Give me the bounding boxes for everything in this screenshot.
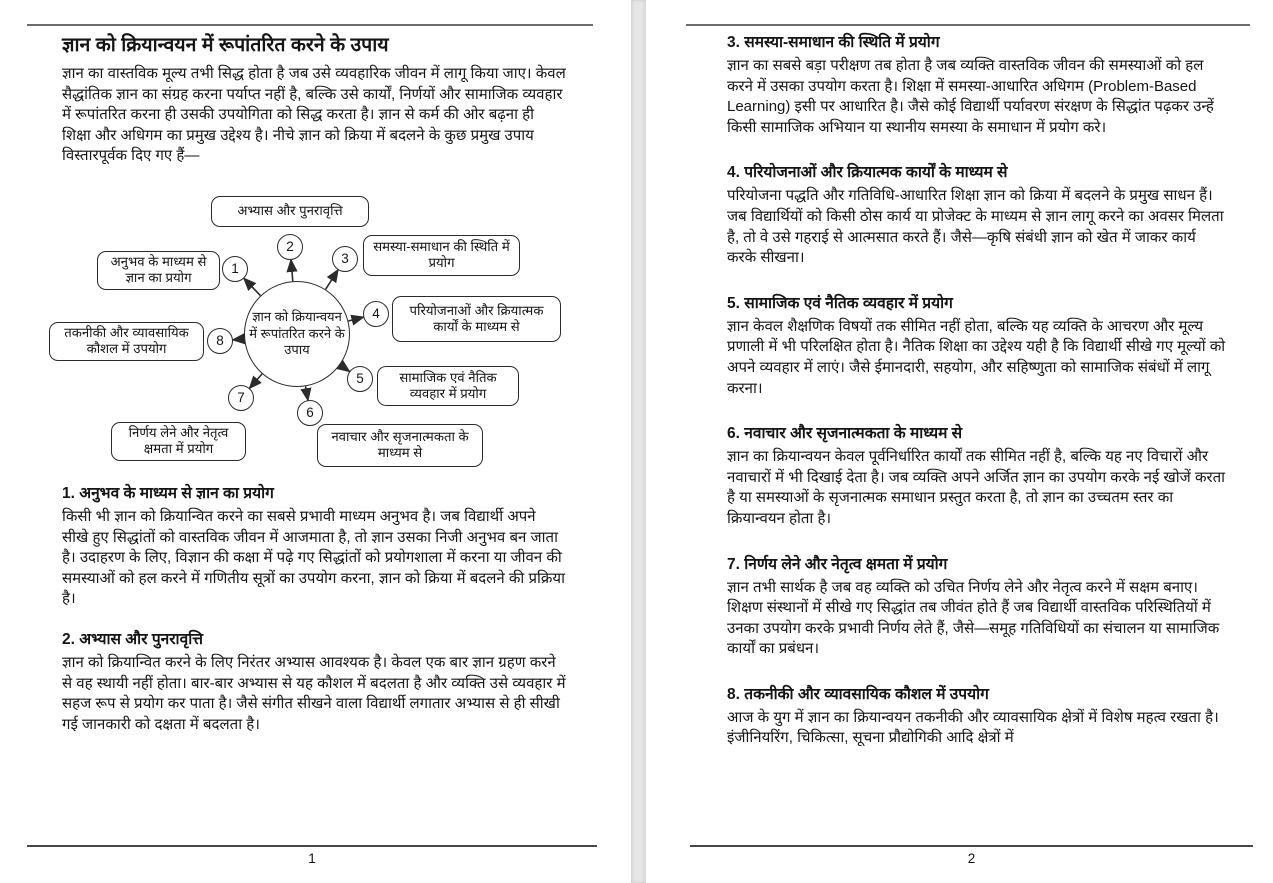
diagram-box-3: समस्या-समाधान की स्थिति में प्रयोग	[363, 235, 520, 276]
diagram-box-2: अभ्यास और पुनरावृत्ति	[211, 196, 369, 227]
section-heading: 2. अभ्यास और पुनरावृत्ति	[62, 630, 203, 648]
diagram-number-circle-4: 4	[363, 301, 389, 327]
page-2-content	[727, 32, 1227, 749]
diagram-center-circle: ज्ञान को क्रियान्वयन में रूपांतरित करने के उपाय	[244, 281, 350, 387]
diagram-box-4: परियोजनाओं और क्रियात्मक कार्यों के माध्यम से	[392, 296, 561, 342]
section-3	[727, 32, 1227, 138]
diagram-number-circle-1: 1	[222, 256, 248, 282]
page-gutter	[631, 0, 646, 883]
diagram-number-circle-3: 3	[332, 246, 358, 272]
section-heading: 1. अनुभव के माध्यम से ज्ञान का प्रयोग	[62, 484, 274, 502]
section-heading: 5. सामाजिक एवं नैतिक व्यवहार में प्रयोग	[727, 294, 953, 312]
section-7	[727, 554, 1227, 660]
diagram-box-5: सामाजिक एवं नैतिक व्यवहार में प्रयोग	[377, 366, 519, 406]
section-body: ज्ञान केवल शैक्षणिक विषयों तक सीमित नहीं होता, बल्कि यह व्यक्ति के आचरण और मूल्य प्रणाली में भी परिलक्षित होता है। नैतिक शिक्षा का उद्देश्य यही है कि विद्यार्थी सीखे गए मूल्यों को अपने व्यवहार में लाएं। जैसे ईमानदारी, सहयोग, और सहिष्णुता को सामाजिक संबंधों में लागू करना।	[727, 317, 1226, 397]
knowledge-implementation-diagram	[40, 191, 570, 473]
page-1-footer-rule	[27, 845, 597, 847]
page-1-content	[62, 32, 566, 735]
diagram-box-1: अनुभव के माध्यम से ज्ञान का प्रयोग	[97, 251, 220, 290]
page-number: 2	[967, 851, 976, 866]
section-4	[727, 162, 1227, 268]
section-body: ज्ञान का सबसे बड़ा परीक्षण तब होता है जब व्यक्ति वास्तविक जीवन की समस्याओं को हल करने में उसका उपयोग करता है। शिक्षा में समस्या-आधारित अधिगम (Problem-Based Learning) इसी पर आधारित है। जैसे कोई विद्यार्थी पर्यावरण संरक्षण के सिद्धांत पढ़कर उन्हें किसी सामाजिक अभियान या स्थानीय समस्या के समाधान में प्रयोग करे।	[727, 57, 1214, 136]
section-body: ज्ञान तभी सार्थक है जब वह व्यक्ति को उचित निर्णय लेने और नेतृत्व करने में सक्षम बनाए। शिक्षण संस्थानों में सीखे गए सिद्धांत तब जीवंत होते हैं जब विद्यार्थी वास्तविक परिस्थितियों में उनका उपयोग करके प्रभावी निर्णय लेते हैं, जैसे—समूह गतिविधियों का संचालन या सामाजिक कार्यों का प्रबंधन।	[727, 578, 1220, 658]
section-heading: 3. समस्या-समाधान की स्थिति में प्रयोग	[727, 34, 940, 51]
section-body: किसी भी ज्ञान को क्रियान्वित करने का सबसे प्रभावी माध्यम अनुभव है। जब विद्यार्थी अपने सीखे हुए सिद्धांतों को वास्तविक जीवन में आजमाता है, तो ज्ञान उसका निजी अनुभव बन जाता है। उदाहरण के लिए, विज्ञान की कक्षा में पढ़े गए सिद्धांतों को प्रयोगशाला में करना या जीवन की समस्याओं को हल करने में गणितीय सूत्रों का उपयोग करना, ज्ञान को क्रिया में बदलने की प्रक्रिया है।	[62, 507, 566, 608]
intro-paragraph: ज्ञान का वास्तविक मूल्य तभी सिद्ध होता है जब उसे व्यवहारिक जीवन में लागू किया जाए। केवल सैद्धांतिक ज्ञान का संग्रह करना पर्याप्त नहीं है, बल्कि उसे कार्यों, निर्णयों और सामाजिक व्यवहार में रूपांतरित करना ही उसकी उपयोगिता को सिद्ध करता है। ज्ञान से कर्म की ओर बढ़ना ही शिक्षा और अधिगम का प्रमुख उद्देश्य है। नीचे ज्ञान को क्रिया में बदलने के कुछ प्रमुख उपाय विस्तारपूर्वक दिए गए हैं—	[62, 65, 566, 165]
page-2-footer-rule	[690, 845, 1253, 847]
page-2	[646, 0, 1273, 883]
section-body: ज्ञान को क्रियान्वित करने के लिए निरंतर अभ्यास आवश्यक है। केवल एक बार ज्ञान ग्रहण करने से वह स्थायी नहीं होता। बार-बार अभ्यास से यह कौशल में बदलता है और व्यक्ति उसे व्यवहार में सहज रूप से प्रयोग कर पाता है। जैसे संगीत सीखने वाला विद्यार्थी लगातार अभ्यास से ही सीखी गई जानकारी को दक्षता में बदलता है।	[62, 653, 566, 733]
diagram-number-circle-6: 6	[297, 400, 323, 426]
diagram-box-7: निर्णय लेने और नेतृत्व क्षमता में प्रयोग	[111, 422, 246, 461]
page-1-header-rule	[27, 24, 593, 26]
section-body: आज के युग में ज्ञान का क्रियान्वयन तकनीकी और व्यावसायिक क्षेत्रों में विशेष महत्व रखता है। इंजीनियरिंग, चिकित्सा, सूचना प्रौद्योगिकी आदि क्षेत्रों में	[727, 708, 1219, 747]
diagram-number-circle-7: 7	[228, 385, 254, 411]
section-body: परियोजना पद्धति और गतिविधि-आधारित शिक्षा ज्ञान को क्रिया में बदलने के प्रमुख साधन हैं। जब विद्यार्थियों को किसी ठोस कार्य या प्रोजेक्ट के माध्यम से ज्ञान लागू करने का अवसर मिलता है, तो वे उसे गहराई से आत्मसात करते हैं। जैसे—कृषि संबंधी ज्ञान को खेत में जाकर कार्य करके सीखना।	[727, 187, 1224, 267]
section-heading: 8. तकनीकी और व्यावसायिक कौशल में उपयोग	[727, 685, 989, 703]
section-heading: 4. परियोजनाओं और क्रियात्मक कार्यों के माध्यम से	[727, 164, 1008, 182]
document-title: ज्ञान को क्रियान्वयन में रूपांतरित करने के उपाय	[62, 34, 389, 56]
section-6	[727, 423, 1227, 529]
diagram-box-8: तकनीकी और व्यावसायिक कौशल में उपयोग	[49, 322, 204, 361]
diagram-number-circle-8: 8	[207, 328, 233, 354]
diagram-number-circle-2: 2	[277, 234, 303, 260]
section-2	[62, 629, 566, 735]
diagram-box-6: नवाचार और सृजनात्मकता के माध्यम से	[317, 424, 483, 467]
section-heading: 7. निर्णय लेने और नेतृत्व क्षमता में प्रयोग	[727, 555, 948, 573]
section-8	[727, 684, 1227, 749]
page-1	[0, 0, 631, 883]
section-heading: 6. नवाचार और सृजनात्मकता के माध्यम से	[727, 425, 963, 443]
page-2-header-rule	[686, 24, 1250, 26]
section-5	[727, 293, 1227, 399]
section-body: ज्ञान का क्रियान्वयन केवल पूर्वनिर्धारित कार्यों तक सीमित नहीं है, बल्कि यह नए विचारों और नवाचारों में भी दिखाई देता है। जब व्यक्ति अपने अर्जित ज्ञान का उपयोग करके नई खोजें करता है या समस्याओं के सृजनात्मक समाधान प्रस्तुत करता है, तो ज्ञान का उच्चतम स्तर का क्रियान्वयन होता है।	[727, 448, 1226, 527]
section-1	[62, 483, 566, 610]
diagram-number-circle-5: 5	[347, 366, 373, 392]
page-number: 1	[308, 851, 316, 866]
